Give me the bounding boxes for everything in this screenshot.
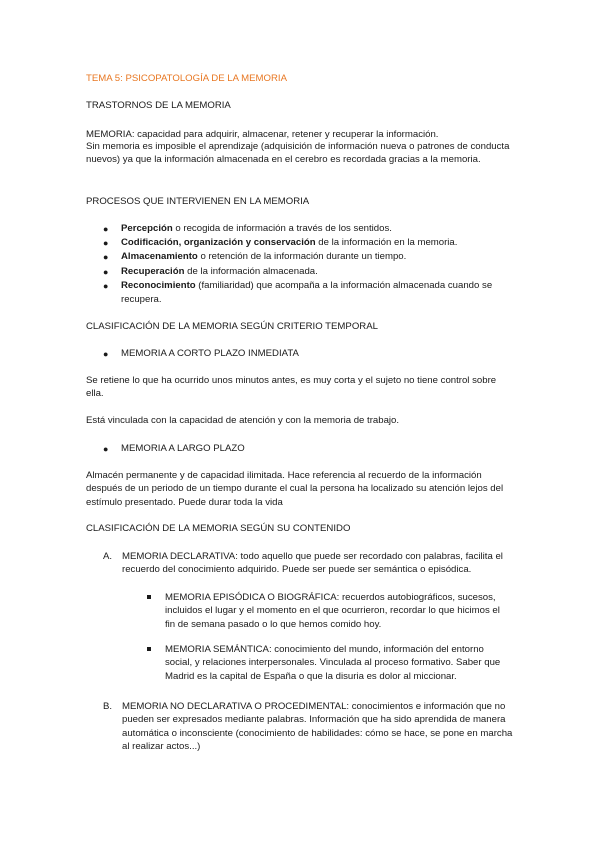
section-heading-contenido: CLASIFICACIÓN DE LA MEMORIA SEGÚN SU CONTENIDO xyxy=(86,523,351,534)
largo-plazo-list xyxy=(86,442,506,456)
procesos-list xyxy=(86,222,506,307)
corto-plazo-paragraph-2: Está vinculada con la capacidad de atención y con la memoria de trabajo. xyxy=(86,415,400,426)
semantica-text: MEMORIA SEMÁNTICA: conocimiento del mundo, información del entorno social, y relaciones interpersonales. Vinculada al proceso formativo. Saber que Madrid es la capital de España o que la disuria es dolor al miccionar. xyxy=(165,644,501,682)
list-item xyxy=(86,236,506,250)
description: o recogida de información a través de los sentidos. xyxy=(172,223,392,234)
largo-plazo-heading: MEMORIA A LARGO PLAZO xyxy=(121,443,245,454)
page-title: TEMA 5: PSICOPATOLOGÍA DE LA MEMORIA xyxy=(86,73,287,84)
item-a xyxy=(103,550,515,577)
corto-plazo-heading: MEMORIA A CORTO PLAZO INMEDIATA xyxy=(121,348,299,359)
item-b xyxy=(103,700,515,753)
item-b-text: MEMORIA NO DECLARATIVA O PROCEDIMENTAL: conocimientos e información que no pueden ser expresados mediante palabras. Información que ha sido aprendida de manera automática o inconsciente (conocimiento de habilidades: cómo se hace, se pone en marcha al realizar actos...) xyxy=(122,701,513,752)
term: Recuperación xyxy=(121,265,185,277)
bullet-icon: ● xyxy=(103,266,109,277)
memoria-paragraph: Sin memoria es imposible el aprendizaje (adquisición de información nueva o patrones de conducta nuevos) ya que la información almacenada en el cerebro es recordada gracias a la memoria. xyxy=(86,141,510,166)
list-item xyxy=(86,250,506,264)
corto-plazo-list xyxy=(86,347,506,361)
list-item xyxy=(86,265,506,279)
description: (familiaridad) que acompaña a la información almacenada cuando se recupera. xyxy=(121,279,493,306)
section-heading-procesos: PROCESOS QUE INTERVIENEN EN LA MEMORIA xyxy=(86,196,310,207)
description: o retención de la información durante un tiempo. xyxy=(197,251,407,263)
bullet-icon: ● xyxy=(103,349,109,359)
largo-plazo-paragraph: Almacén permanente y de capacidad ilimitada. Hace referencia al recuerdo de la información después de un periodo de un tiempo durante el cual la persona ha localizado su atención lejos del estímulo presentado. Puede durar toda la vida xyxy=(86,470,504,508)
description: de la información en la memoria. xyxy=(315,237,458,249)
description: de la información almacenada. xyxy=(184,265,318,277)
list-item xyxy=(86,222,506,236)
section-heading-trastornos: TRASTORNOS DE LA MEMORIA xyxy=(86,100,231,111)
declarativa-sublist xyxy=(141,591,511,631)
bullet-icon: ● xyxy=(103,238,109,249)
square-bullet-icon xyxy=(147,595,151,599)
list-item xyxy=(86,279,506,307)
term: Reconocimiento xyxy=(121,279,196,291)
term: Percepción xyxy=(121,223,173,234)
list-item xyxy=(86,442,506,456)
list-item xyxy=(141,643,511,683)
bullet-icon: ● xyxy=(103,280,109,291)
item-a-text: MEMORIA DECLARATIVA: todo aquello que puede ser recordado con palabras, facilita el recuerdo del conocimiento adquirido. Puede ser puede ser semántica o episódica. xyxy=(122,551,503,576)
bullet-icon: ● xyxy=(103,444,109,454)
term: Codificación, organización y conservación xyxy=(121,237,316,249)
episodica-text: MEMORIA EPISÓDICA O BIOGRÁFICA: recuerdos autobiográficos, sucesos, incluidos el lugar y el momento en el que ocurrieron, recordar lo que hicimos el fin de semana pasado o lo que hemos comido hoy. xyxy=(165,592,500,630)
term: Almacenamiento xyxy=(121,251,198,263)
corto-plazo-paragraph: Se retiene lo que ha ocurrido unos minutos antes, es muy corta y el sujeto no tiene control sobre ella. xyxy=(86,375,497,400)
list-item xyxy=(141,591,511,631)
section-heading-temporal: CLASIFICACIÓN DE LA MEMORIA SEGÚN CRITERIO TEMPORAL xyxy=(86,321,378,332)
bullet-icon: ● xyxy=(103,252,109,263)
list-item xyxy=(86,347,506,361)
declarativa-sublist-2 xyxy=(141,643,511,683)
item-letter: B. xyxy=(103,701,113,712)
item-letter: A. xyxy=(103,551,113,562)
memoria-definition: MEMORIA: capacidad para adquirir, almacenar, retener y recuperar la información. xyxy=(86,129,439,140)
square-bullet-icon xyxy=(147,647,151,651)
bullet-icon: ● xyxy=(103,224,109,234)
